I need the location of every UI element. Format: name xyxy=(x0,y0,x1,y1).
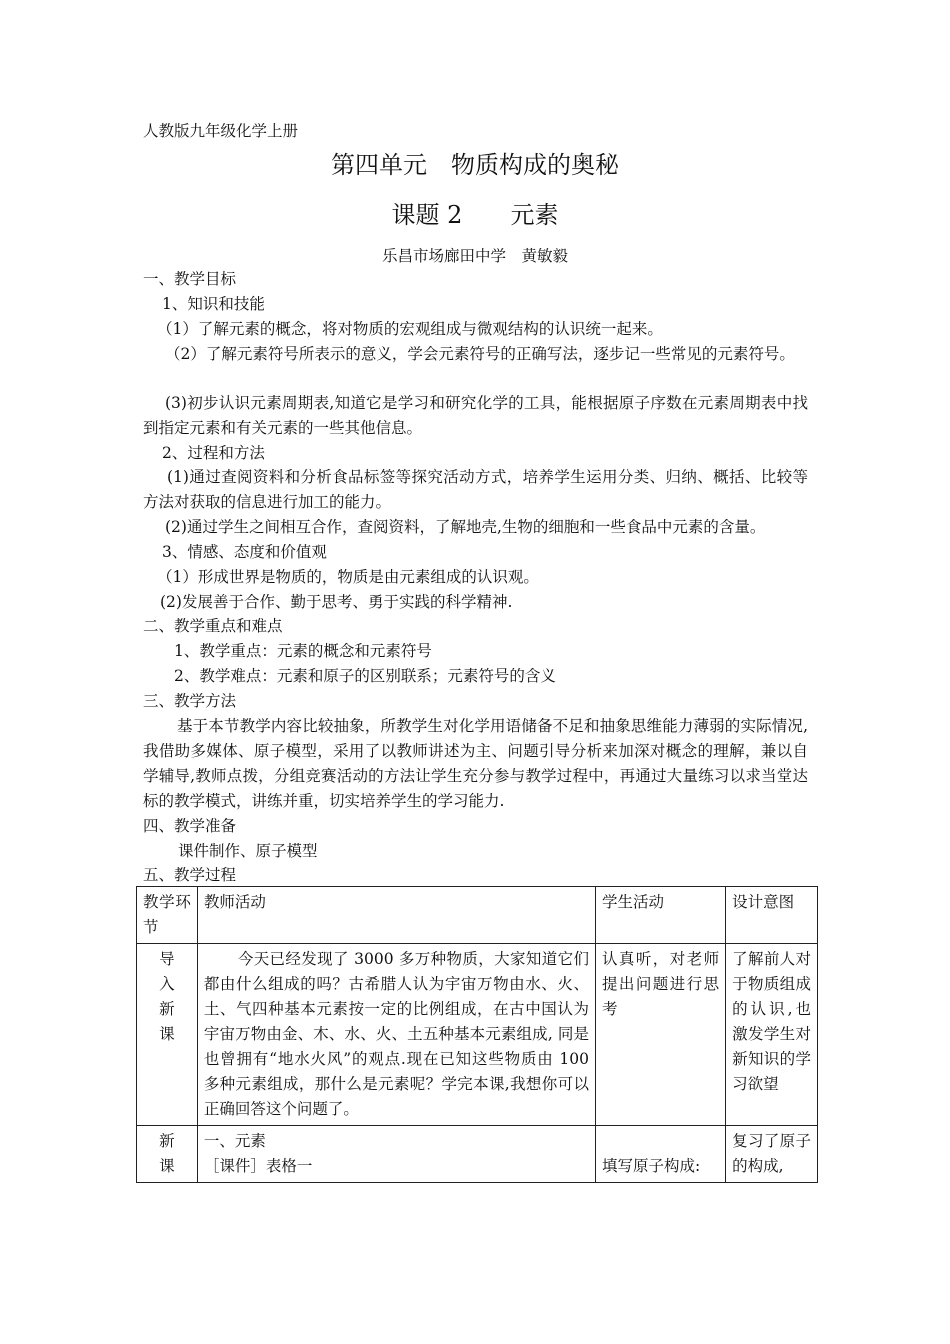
teacher-activity-line: ［课件］表格一 xyxy=(203,1157,313,1175)
stage-cell: 导 入 新 课 xyxy=(137,944,198,1126)
teaching-process-table xyxy=(136,886,818,1183)
objective-item: (2)发展善于合作、勤于思考、勇于实践的科学精神. xyxy=(160,593,513,611)
column-header: 教师活动 xyxy=(197,887,595,944)
design-intent-cell: 了解前人对于物质组成的认识,也激发学生对新知识的学习欲望 xyxy=(726,944,818,1126)
section-heading-process: 五、教学过程 xyxy=(143,866,237,884)
objective-item: （1）了解元素的概念，将对物质的宏观组成与微观结构的认识统一起来。 xyxy=(157,320,663,338)
objective-item: (1)通过查阅资料和分析食品标签等探究活动方式，培养学生运用分类、归纳、概括、比较等方法对获取的信息进行加工的能力。 xyxy=(143,468,808,511)
student-activity-cell xyxy=(595,1126,725,1183)
preparation-text: 课件制作、原子模型 xyxy=(178,842,318,860)
table-row xyxy=(137,944,818,1126)
teacher-activity-cell: 今天已经发现了 3000 多万种物质，大家知道它们都由什么组成的吗？古希腊人认为宇宙万物由水、火、土、气四种基本元素按一定的比例组成，在古中国认为宇宙万物由金、木、水、火、土五种基本元素组成, 同是也曾拥有“地水火风”的观点.现在已知这些物质由 100 多种元素组成，那什么是元素呢？学完本课,我想你可以正确回答这个问题了。 xyxy=(197,944,595,1126)
table-header-row xyxy=(137,887,818,944)
book-label: 人教版九年级化学上册 xyxy=(143,122,299,140)
keypoint-item: 2、教学难点：元素和原子的区别联系；元素符号的含义 xyxy=(174,667,556,685)
column-header: 学生活动 xyxy=(595,887,725,944)
teacher-activity-line: 一、元素 xyxy=(203,1132,266,1150)
section-heading-objectives: 一、教学目标 xyxy=(143,270,237,288)
student-activity-cell: 认真听，对老师提出问题进行思考 xyxy=(595,944,725,1126)
objective-item: (3)初步认识元素周期表,知道它是学习和研究化学的工具，能根据原子序数在元素周期表中找到指定元素和有关元素的一些其他信息。 xyxy=(143,394,808,437)
design-intent-cell: 复习了原子的构成, xyxy=(726,1126,818,1183)
objective-item: （1）形成世界是物质的，物质是由元素组成的认识观。 xyxy=(157,568,539,586)
objective-item: （2）了解元素符号所表示的意义，学会元素符号的正确写法，逐步记一些常见的元素符号。 xyxy=(165,345,795,363)
table-row xyxy=(137,1126,818,1183)
section-heading-keypoints: 二、教学重点和难点 xyxy=(143,617,283,635)
unit-title: 第四单元 物质构成的奥秘 xyxy=(331,151,619,179)
column-header: 教学环节 xyxy=(137,887,198,944)
author-line: 乐昌市场廊田中学 黄敏毅 xyxy=(381,247,568,265)
lesson-title: 课题 2 元素 xyxy=(391,201,559,229)
subheading-knowledge: 1、知识和技能 xyxy=(162,295,265,313)
method-paragraph: 基于本节教学内容比较抽象，所教学生对化学用语储备不足和抽象思维能力薄弱的实际情况,我借助多媒体、原子模型，采用了以教师讲述为主、问题引导分析来加深对概念的理解，兼以自学辅导,教师点拨，分组竞赛活动的方法让学生充分参与教学过程中，再通过大量练习以求当堂达标的教学模式，讲练并重，切实培养学生的学习能力. xyxy=(143,717,808,810)
stage-cell: 新 课 xyxy=(137,1126,198,1183)
teacher-activity-cell xyxy=(197,1126,595,1183)
subheading-attitude: 3、情感、态度和价值观 xyxy=(162,543,327,561)
subheading-process: 2、过程和方法 xyxy=(162,444,265,462)
section-heading-method: 三、教学方法 xyxy=(143,692,237,710)
keypoint-item: 1、教学重点：元素的概念和元素符号 xyxy=(174,642,432,660)
objective-item: (2)通过学生之间相互合作，查阅资料，了解地壳,生物的细胞和一些食品中元素的含量。 xyxy=(165,518,766,536)
student-activity-line: 填写原子构成: xyxy=(601,1157,701,1175)
column-header: 设计意图 xyxy=(726,887,818,944)
section-heading-preparation: 四、教学准备 xyxy=(143,817,237,835)
